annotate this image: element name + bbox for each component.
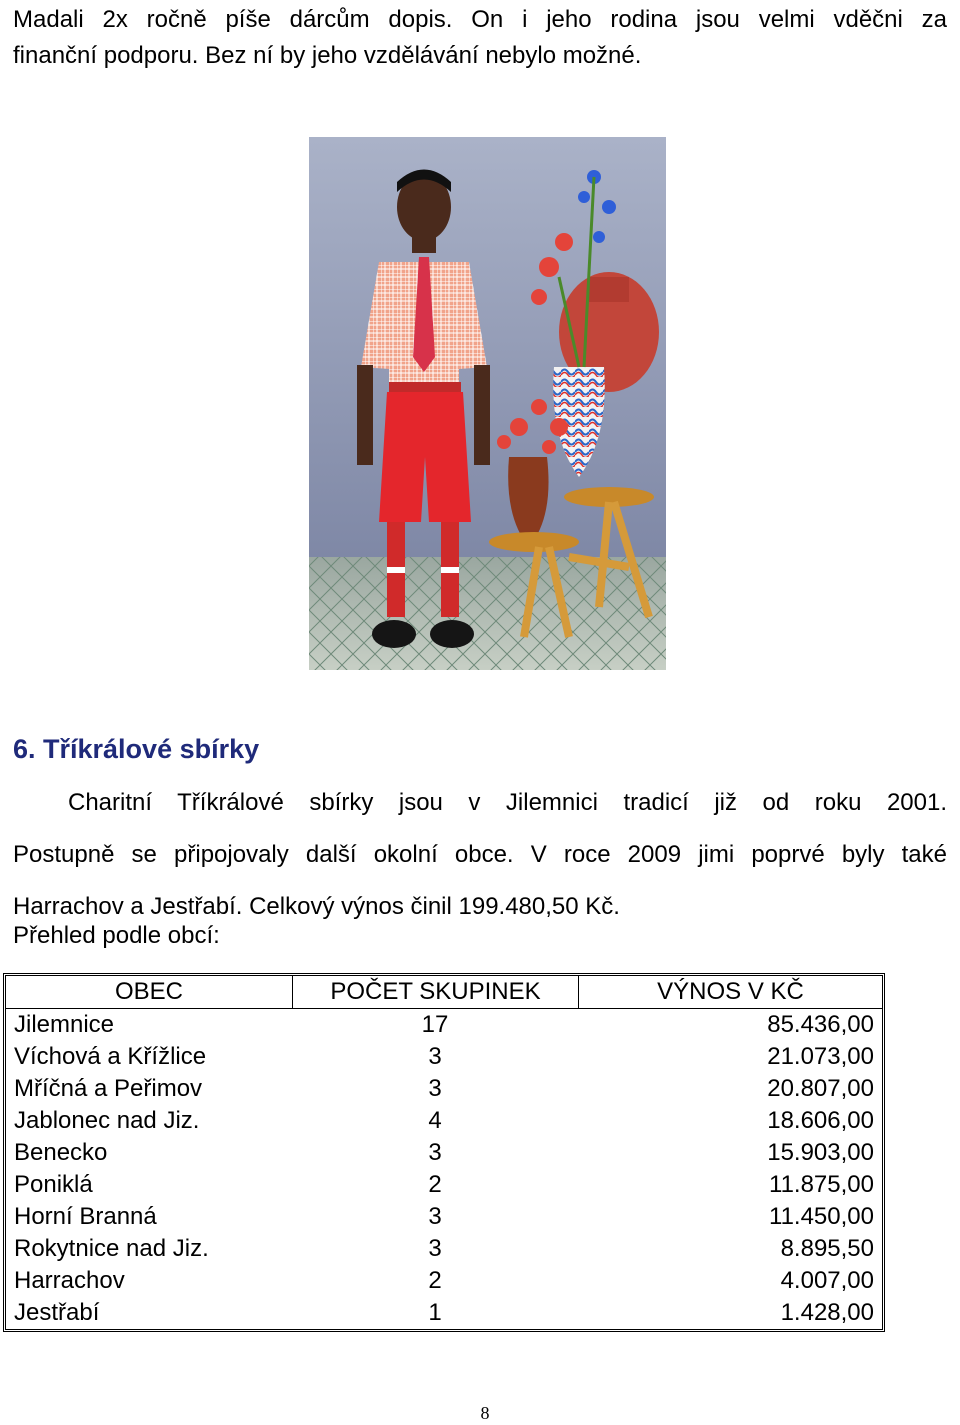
table-row	[6, 1297, 882, 1329]
cell-municipality: Horní Branná	[14, 1203, 157, 1230]
section-line-3: Harrachov a Jestřabí. Celkový výnos činil 199.480,50 Kč.	[13, 893, 620, 920]
cell-group-count: 3	[428, 1235, 442, 1262]
table-row	[6, 1233, 882, 1265]
cell-revenue: 11.450,00	[769, 1203, 874, 1230]
header-obec: OBEC	[6, 976, 292, 1009]
cell-group-count: 2	[428, 1267, 442, 1294]
child-photo	[309, 137, 666, 670]
intro-paragraph	[13, 0, 947, 76]
cell-revenue: 8.895,50	[780, 1235, 874, 1262]
section-line-1: Charitní Tříkrálové sbírky jsou v Jilemnici tradicí již od roku 2001.	[68, 789, 947, 816]
cell-revenue: 1.428,00	[780, 1299, 874, 1326]
cell-revenue: 85.436,00	[767, 1011, 874, 1038]
cell-municipality: Jestřabí	[14, 1299, 100, 1326]
intro-line-1: Madali 2x ročně píše dárcům dopis. On i jeho rodina jsou velmi vděčni za	[13, 6, 947, 33]
cell-group-count: 3	[428, 1203, 442, 1230]
cell-revenue: 11.875,00	[769, 1171, 874, 1198]
table-row	[6, 1201, 882, 1233]
cell-municipality: Jilemnice	[14, 1011, 115, 1038]
cell-group-count: 2	[428, 1171, 442, 1198]
page-number: 8	[480, 1403, 490, 1423]
collection-table	[3, 973, 885, 1332]
cell-municipality: Poniklá	[14, 1171, 93, 1198]
cell-municipality: Rokytnice nad Jiz.	[14, 1235, 209, 1262]
cell-revenue: 18.606,00	[767, 1107, 874, 1134]
table-row	[6, 1169, 882, 1201]
table-row	[6, 1105, 882, 1137]
cell-group-count: 1	[428, 1299, 442, 1326]
cell-revenue: 20.807,00	[767, 1075, 874, 1102]
cell-group-count: 4	[428, 1107, 442, 1134]
section-heading: 6. Tříkrálové sbírky	[13, 734, 260, 764]
table-row	[6, 1009, 882, 1041]
cell-revenue: 21.073,00	[767, 1043, 874, 1070]
cell-municipality: Harrachov	[14, 1267, 125, 1294]
header-vynos: VÝNOS V KČ	[578, 976, 882, 1009]
table-header-row	[6, 976, 882, 1009]
cell-municipality: Jablonec nad Jiz.	[14, 1107, 200, 1134]
cell-revenue: 4.007,00	[780, 1267, 874, 1294]
cell-group-count: 17	[421, 1011, 449, 1038]
cell-municipality: Benecko	[14, 1139, 108, 1166]
overview-label: Přehled podle obcí:	[13, 922, 220, 949]
cell-revenue: 15.903,00	[767, 1139, 874, 1166]
cell-municipality: Mříčná a Peřimov	[14, 1075, 203, 1102]
cell-group-count: 3	[428, 1075, 442, 1102]
table-row	[6, 1041, 882, 1073]
cell-group-count: 3	[428, 1139, 442, 1166]
table-row	[6, 1265, 882, 1297]
table-row	[6, 1137, 882, 1169]
cell-municipality: Víchová a Křížlice	[14, 1043, 207, 1070]
intro-line-2: finanční podporu. Bez ní by jeho vzdělávání nebylo možné.	[13, 42, 642, 69]
cell-group-count: 3	[428, 1043, 442, 1070]
section-line-2: Postupně se připojovaly další okolní obce. V roce 2009 jimi poprvé byly také	[13, 841, 947, 868]
section-paragraph	[13, 777, 947, 933]
table-row	[6, 1073, 882, 1105]
header-pocet-skupinek: POČET SKUPINEK	[292, 976, 578, 1009]
